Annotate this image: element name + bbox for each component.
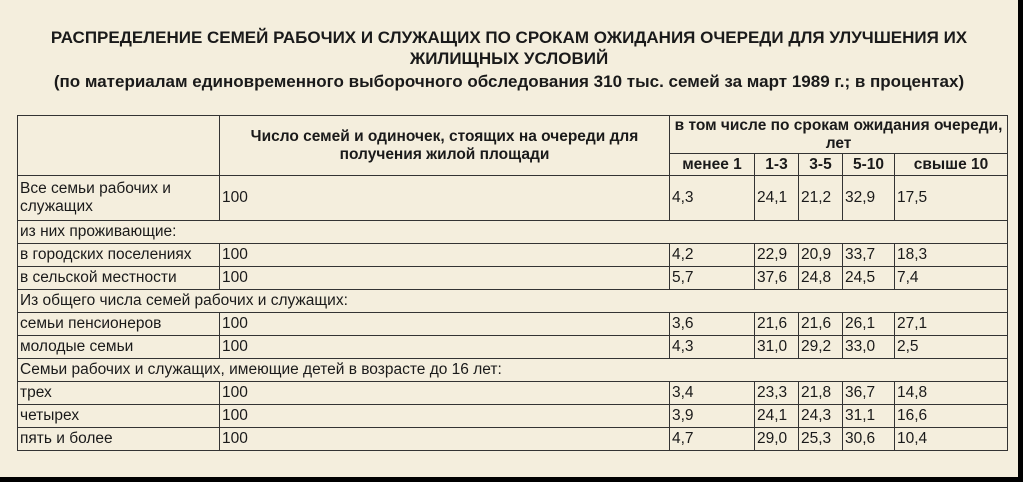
cell-gt10: 17,5 <box>895 176 1008 221</box>
cell-1-3: 37,6 <box>755 267 799 290</box>
cell-1-3: 21,6 <box>755 313 799 336</box>
cell-gt10: 16,6 <box>895 405 1008 428</box>
cell-gt10: 27,1 <box>895 313 1008 336</box>
row-total: 100 <box>220 313 670 336</box>
cell-gt10: 2,5 <box>895 336 1008 359</box>
cell-5-10: 26,1 <box>843 313 895 336</box>
row-total: 100 <box>220 336 670 359</box>
cell-lt1: 3,9 <box>670 405 755 428</box>
cell-lt1: 3,4 <box>670 382 755 405</box>
cell-gt10: 7,4 <box>895 267 1008 290</box>
cell-3-5: 21,6 <box>799 313 843 336</box>
data-table <box>17 115 1008 451</box>
section-label: из них проживающие: <box>18 221 1008 244</box>
row-total: 100 <box>220 382 670 405</box>
row-total: 100 <box>220 428 670 451</box>
subtitle: (по материалам единовременного выборочного обследования 310 тыс. семей за март 1989 г.; в процентах) <box>53 72 965 91</box>
header-wait-group: в том числе по срокам ожидания очереди, лет <box>670 116 1008 154</box>
cell-lt1: 4,3 <box>670 336 755 359</box>
header-1-3: 1-3 <box>755 154 799 176</box>
cell-1-3: 24,1 <box>755 405 799 428</box>
header-empty-cell <box>18 116 220 176</box>
table-row <box>18 267 1008 290</box>
cell-1-3: 23,3 <box>755 382 799 405</box>
row-label: в сельской местности <box>18 267 220 290</box>
section-label: Семьи рабочих и служащих, имеющие детей в возрасте до 16 лет: <box>18 359 1008 382</box>
table-row <box>18 244 1008 267</box>
cell-lt1: 5,7 <box>670 267 755 290</box>
section-row <box>18 359 1008 382</box>
row-label: Все семьи рабочих и служащих <box>18 176 220 221</box>
table-row <box>18 405 1008 428</box>
header-5-10: 5-10 <box>843 154 895 176</box>
cell-3-5: 21,2 <box>799 176 843 221</box>
row-label: пять и более <box>18 428 220 451</box>
table-row <box>18 336 1008 359</box>
title-line-1: РАСПРЕДЕЛЕНИЕ СЕМЕЙ РАБОЧИХ И СЛУЖАЩИХ ПО СРОКАМ ОЖИДАНИЯ ОЧЕРЕДИ ДЛЯ УЛУЧШЕНИЯ ИХ <box>50 28 968 47</box>
cell-5-10: 33,0 <box>843 336 895 359</box>
cell-5-10: 32,9 <box>843 176 895 221</box>
cell-lt1: 4,7 <box>670 428 755 451</box>
row-total: 100 <box>220 244 670 267</box>
cell-1-3: 24,1 <box>755 176 799 221</box>
cell-5-10: 33,7 <box>843 244 895 267</box>
title-line-2: ЖИЛИЩНЫХ УСЛОВИЙ <box>409 49 609 68</box>
cell-5-10: 30,6 <box>843 428 895 451</box>
cell-lt1: 4,3 <box>670 176 755 221</box>
row-label: молодые семьи <box>18 336 220 359</box>
row-total: 100 <box>220 267 670 290</box>
cell-5-10: 36,7 <box>843 382 895 405</box>
cell-lt1: 3,6 <box>670 313 755 336</box>
cell-gt10: 10,4 <box>895 428 1008 451</box>
table-row <box>18 313 1008 336</box>
table-row <box>18 382 1008 405</box>
row-total: 100 <box>220 405 670 428</box>
section-row <box>18 221 1008 244</box>
row-label: четырех <box>18 405 220 428</box>
cell-3-5: 24,8 <box>799 267 843 290</box>
cell-1-3: 31,0 <box>755 336 799 359</box>
table-row <box>18 428 1008 451</box>
cell-5-10: 31,1 <box>843 405 895 428</box>
section-row <box>18 290 1008 313</box>
section-label: Из общего числа семей рабочих и служащих: <box>18 290 1008 313</box>
header-3-5: 3-5 <box>799 154 843 176</box>
header-gt10: свыше 10 <box>895 154 1008 176</box>
cell-3-5: 20,9 <box>799 244 843 267</box>
row-label: семьи пенсионеров <box>18 313 220 336</box>
cell-gt10: 18,3 <box>895 244 1008 267</box>
cell-lt1: 4,2 <box>670 244 755 267</box>
cell-1-3: 29,0 <box>755 428 799 451</box>
row-label: трех <box>18 382 220 405</box>
cell-gt10: 14,8 <box>895 382 1008 405</box>
cell-5-10: 24,5 <box>843 267 895 290</box>
row-total: 100 <box>220 176 670 221</box>
cell-3-5: 21,8 <box>799 382 843 405</box>
row-label: в городских поселениях <box>18 244 220 267</box>
cell-3-5: 29,2 <box>799 336 843 359</box>
cell-1-3: 22,9 <box>755 244 799 267</box>
cell-3-5: 24,3 <box>799 405 843 428</box>
header-count: Число семей и одиночек, стоящих на очереди для получения жилой площади <box>220 116 670 176</box>
header-lt1: менее 1 <box>670 154 755 176</box>
table-row <box>18 176 1008 221</box>
cell-3-5: 25,3 <box>799 428 843 451</box>
